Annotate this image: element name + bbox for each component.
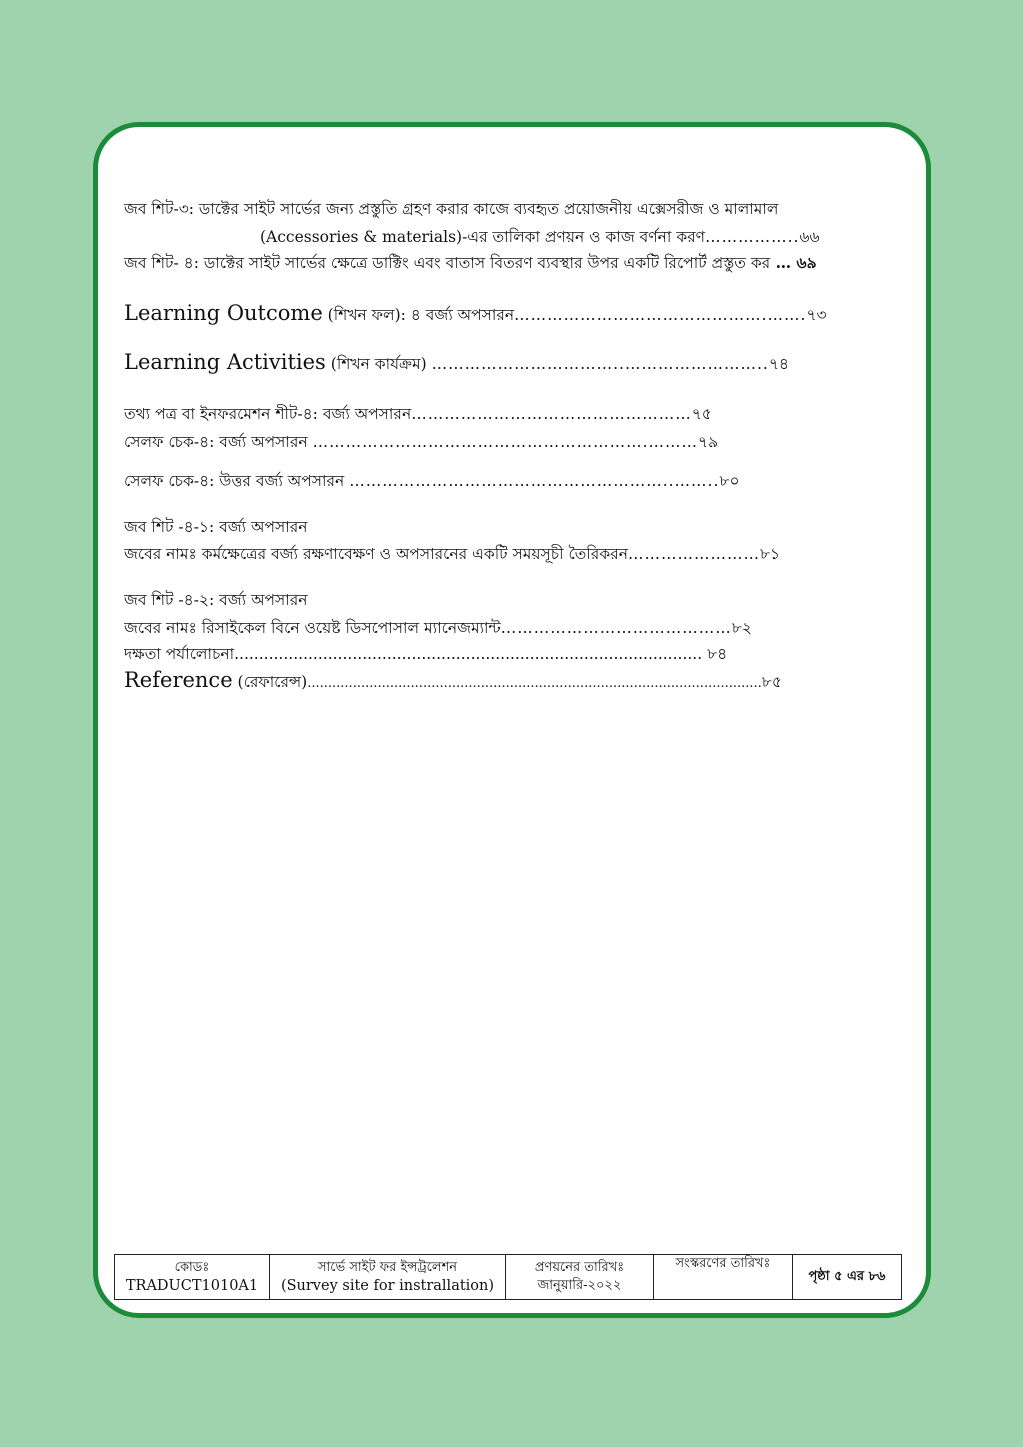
page-indicator: পৃষ্ঠা ৫ এর ৮৬ bbox=[808, 1269, 886, 1284]
footer-revision-date-cell bbox=[654, 1255, 793, 1300]
toc-entry-self-check-4-answer[interactable] bbox=[124, 470, 890, 492]
leader-dots: ……………………………………….……. bbox=[514, 306, 807, 324]
module-title-bn: সার্ভে সাইট ফর ইন্সট্রলেশন bbox=[317, 1260, 458, 1275]
page-number: ৮২ bbox=[731, 619, 752, 637]
toc-entry-learning-outcome[interactable] bbox=[124, 299, 892, 329]
leader-dots: .............................................................................................................. bbox=[307, 676, 762, 691]
toc-entry-reference[interactable] bbox=[124, 666, 900, 698]
toc-entry-text-bn: (শিখন ফল): ৪ বর্জ্য অপসারন bbox=[322, 306, 515, 324]
toc-entry-text: দক্ষতা পর্যালোচনা bbox=[124, 645, 235, 663]
toc-entry-job-sheet-4[interactable] bbox=[124, 252, 900, 274]
footer-prep-date-cell bbox=[506, 1255, 654, 1300]
toc-entry-skill-review[interactable] bbox=[124, 643, 900, 665]
leader-dots: ............................................................................................... bbox=[234, 645, 703, 663]
leader-dots: …………………………………………………….……… bbox=[312, 433, 699, 451]
toc-entry-job-sheet-3[interactable] bbox=[124, 198, 900, 220]
toc-entry-text: (Accessories & materials)-এর তালিকা প্রণয়ন ও কাজ বর্ণনা করণ bbox=[260, 228, 706, 246]
toc-entry-text: জব শিট-৩: ডাক্টের সাইট সার্ভের জন্য প্রস্তুতি গ্রহণ করার কাজে ব্যবহৃত প্রয়োজনীয় এক্সেসরীজ ও মালামাল bbox=[124, 200, 779, 218]
toc-entry-info-sheet-4[interactable] bbox=[124, 403, 892, 425]
leader-dots: … bbox=[770, 253, 797, 272]
toc-entry-job-sheet-4-2-name[interactable] bbox=[124, 617, 892, 639]
module-title-en: (Survey site for instrallation) bbox=[280, 1278, 495, 1294]
footer-page-cell bbox=[793, 1255, 902, 1300]
page-number: ৬৯ bbox=[796, 253, 817, 272]
toc-entry-text: জবের নামঃ কর্মক্ষেত্রের বর্জ্য রক্ষণাবেক্ষণ ও অপসারনের একটি সময়সূচী তৈরিকরন bbox=[124, 545, 628, 563]
toc-entry-text-en: Reference bbox=[124, 668, 233, 692]
leader-dots: …………….. bbox=[705, 228, 800, 246]
page-number: ৭৯ bbox=[698, 433, 719, 451]
leader-dots: ……………………………..…………………….. bbox=[431, 355, 769, 373]
leader-dots: …………………………………………………..…….. bbox=[349, 472, 720, 490]
page-number: ৬৬ bbox=[799, 228, 820, 246]
toc-entry-text-bn: (রেফারেন্স) bbox=[232, 673, 308, 691]
toc-entry-text-en: Learning Activities bbox=[124, 350, 326, 374]
toc-entry-self-check-4[interactable] bbox=[124, 431, 892, 453]
toc-entry-job-sheet-4-1-name[interactable] bbox=[124, 543, 900, 565]
toc-entry-text-en: Learning Outcome bbox=[124, 301, 323, 325]
page-number: ৭৪ bbox=[768, 355, 789, 373]
toc-entry-text-bn: (শিখন কার্যক্রম) bbox=[325, 355, 432, 373]
toc-entry-text: জবের নামঃ রিসাইকেল বিনে ওয়েষ্ট ডিসপোসাল ম্যানেজম্যান্ট bbox=[124, 619, 501, 637]
page-number: ৮৫ bbox=[761, 673, 782, 691]
prep-date-value: জানুয়ারি-২০২২ bbox=[537, 1278, 622, 1293]
footer-title-cell bbox=[270, 1255, 506, 1300]
toc-entry-text: জব শিট -৪-২: বর্জ্য অপসারন bbox=[124, 591, 308, 609]
page-number: ৮০ bbox=[719, 472, 740, 490]
page-number: ৮১ bbox=[759, 545, 781, 563]
leader-dots: …………………… bbox=[627, 545, 760, 563]
toc-entry-learning-activities[interactable] bbox=[124, 348, 886, 378]
code-value: TRADUCT1010A1 bbox=[125, 1278, 259, 1294]
toc-entry-text: সেলফ চেক-৪: উত্তর বর্জ্য অপসারন bbox=[124, 472, 350, 490]
footer-code-cell bbox=[115, 1255, 270, 1300]
toc-entry-job-sheet-4-2-title[interactable] bbox=[124, 589, 900, 611]
leader-dots: …………………………………………… bbox=[411, 405, 692, 423]
toc-entry-text: জব শিট- ৪: ডাক্টের সাইট সার্ভের ক্ষেত্রে ডাক্টিং এবং বাতাস বিতরণ ব্যবস্থার উপর একটি রিপোর্ট প্রস্তুত কর bbox=[124, 254, 771, 272]
footer-info-table bbox=[114, 1254, 902, 1300]
page-number: ৮৪ bbox=[702, 645, 728, 663]
page-number: ৭৫ bbox=[691, 405, 712, 423]
toc-entry-job-sheet-4-1-title[interactable] bbox=[124, 516, 900, 538]
toc-entry-text: সেলফ চেক-৪: বর্জ্য অপসারন bbox=[124, 433, 313, 451]
toc-entry-job-sheet-3-cont[interactable] bbox=[260, 226, 892, 248]
toc-entry-text: তথ্য পত্র বা ইনফরমেশন শীট-৪: বর্জ্য অপসারন bbox=[124, 405, 412, 423]
page-number: ৭৩ bbox=[806, 306, 827, 324]
prep-date-label: প্রণয়নের তারিখঃ bbox=[534, 1260, 625, 1275]
code-label: কোডঃ bbox=[174, 1260, 210, 1275]
leader-dots: …………………………………… bbox=[500, 619, 732, 637]
toc-entry-text: জব শিট -৪-১: বর্জ্য অপসারন bbox=[124, 518, 308, 536]
revision-date-label: সংস্করণের তারিখঃ bbox=[675, 1256, 771, 1271]
